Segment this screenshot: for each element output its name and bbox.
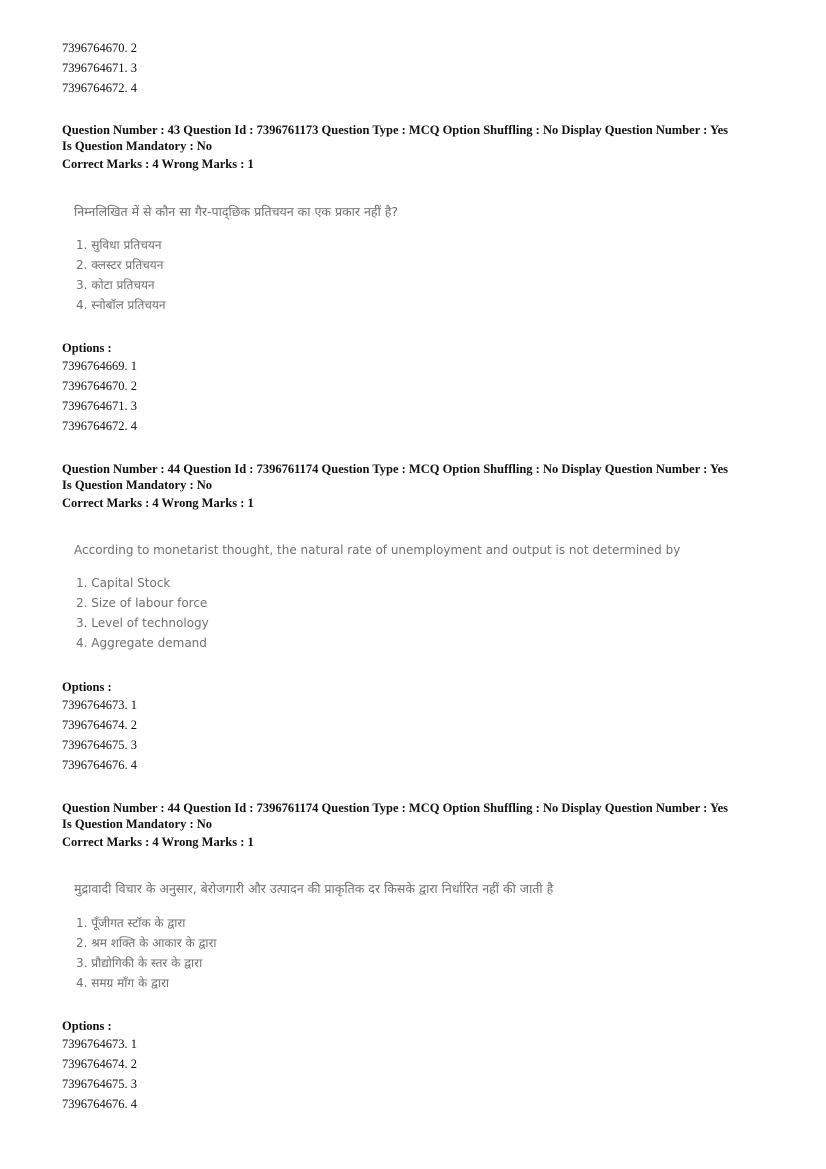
option-line: 7396764671. 3 [62,399,137,413]
option-line: 7396764670. 2 [62,379,137,393]
options-label: Options : [62,341,112,355]
options-label: Options : [62,1019,112,1033]
option-line: 7396764670. 2 [62,41,137,55]
question-text: निम्नलिखित में से कौन सा गैर-पाद्छिक प्रतिचयन का एक प्रकार नहीं है? [74,204,399,219]
choice: 4. Aggregate demand [76,636,207,650]
option-line: 7396764676. 4 [62,1097,137,1111]
question-marks: Correct Marks : 4 Wrong Marks : 1 [62,496,254,510]
option-line: 7396764669. 1 [62,359,137,373]
option-line: 7396764674. 2 [62,718,137,732]
option-line: 7396764673. 1 [62,1037,137,1051]
question-text: मुद्रावादी विचार के अनुसार, बेरोजगारी और उत्पादन की प्राकृतिक दर किसके द्वारा निर्धारित नहीं की जाती है [74,881,554,896]
question-marks: Correct Marks : 4 Wrong Marks : 1 [62,835,254,849]
choice: 3. Level of technology [76,616,209,630]
option-line: 7396764675. 3 [62,1077,137,1091]
choice: 1. Capital Stock [76,576,171,590]
choice: 2. क्लस्टर प्रतिचयन [76,258,164,272]
question-mandatory: Is Question Mandatory : No [62,139,213,153]
choice: 1. पूँजीगत स्टॉक के द्वारा [76,916,186,930]
choice: 4. समग्र माँग के द्वारा [76,976,170,990]
option-line: 7396764676. 4 [62,758,137,772]
choice: 2. Size of labour force [76,596,208,610]
question-header: Question Number : 44 Question Id : 7396761174 Question Type : MCQ Option Shuffling : No Display Question Number : Yes [62,462,729,476]
choice: 3. कोटा प्रतिचयन [76,278,155,292]
option-line: 7396764672. 4 [62,81,137,95]
option-line: 7396764675. 3 [62,738,137,752]
option-line: 7396764672. 4 [62,419,137,433]
choice: 1. सुविधा प्रतिचयन [76,238,162,252]
question-mandatory: Is Question Mandatory : No [62,478,213,492]
choice: 2. श्रम शक्ति के आकार के द्वारा [76,936,217,950]
choice: 3. प्रौद्योगिकी के स्तर के द्वारा [76,956,203,970]
question-header: Question Number : 44 Question Id : 7396761174 Question Type : MCQ Option Shuffling : No Display Question Number : Yes [62,801,729,815]
options-label: Options : [62,680,112,694]
question-mandatory: Is Question Mandatory : No [62,817,213,831]
question-marks: Correct Marks : 4 Wrong Marks : 1 [62,157,254,171]
question-header: Question Number : 43 Question Id : 7396761173 Question Type : MCQ Option Shuffling : No Display Question Number : Yes [62,123,729,137]
choice: 4. स्नोबॉल प्रतिचयन [76,298,166,312]
question-text: According to monetarist thought, the natural rate of unemployment and output is not determined by [74,543,681,557]
option-line: 7396764673. 1 [62,698,137,712]
option-line: 7396764671. 3 [62,61,137,75]
option-line: 7396764674. 2 [62,1057,137,1071]
